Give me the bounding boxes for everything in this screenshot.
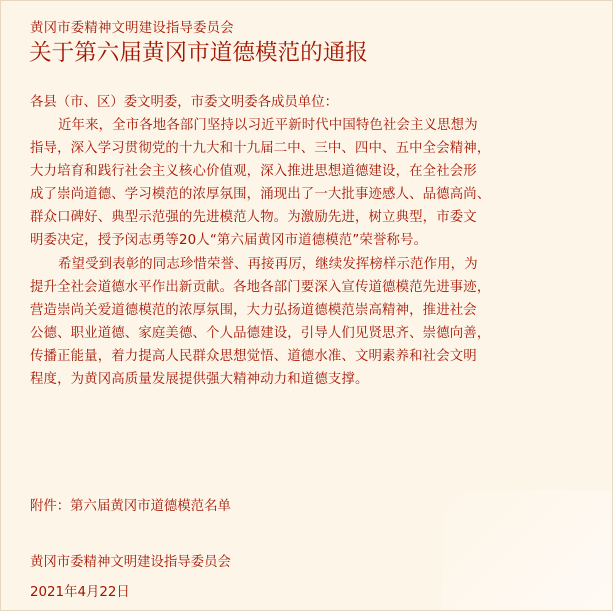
signature-organization: 黄冈市委精神文明建设指导委员会 [30,555,231,570]
body-line: 指导，深入学习贯彻党的十九大和十九届二中、三中、四中、五中全会精神， [30,141,491,157]
body-line: 提升全社会道德水平作出新贡献。各地各部门要深入宣传道德模范先进事迹， [30,279,491,295]
salutation: 各县（市、区）委文明委，市委文明委各成员单位： [30,95,338,110]
document-body [30,114,592,391]
body-line: 营造崇尚关爱道德模范的浓厚氛围，大力弘扬道德模范崇高精神，推进社会 [30,302,477,318]
issuer-header: 黄冈市委精神文明建设指导委员会 [30,21,234,36]
body-line: 近年来，全市各地各部门坚持以习近平新时代中国特色社会主义思想为 [58,118,478,133]
body-line: 成了崇尚道德、学习模范的浓厚氛围，涌现出了一大批事迹感人、品德高尚、 [30,187,491,203]
attachment-note: 附件：第六届黄冈市道德模范名单 [30,499,231,514]
body-line: 程度，为黄冈高质量发展提供强大精神动力和道德支撑。 [30,372,369,388]
signature-date: 2021年4月22日 [30,585,130,600]
body-line: 传播正能量，着力提高人民群众思想觉悟、道德水准、文明素养和社会文明 [30,348,477,364]
body-line: 希望受到表彰的同志珍惜荣誉、再接再厉，继续发挥榜样示范作用，为 [58,256,478,272]
paper-fade [442,490,612,610]
document-title: 关于第六届黄冈市道德模范的通报 [29,40,368,66]
body-line: 大力培育和践行社会主义核心价值观，深入推进思想道德建设，在全社会形 [30,164,477,180]
body-line: 群众口碑好、典型示范强的先进模范人物。为激励先进，树立典型，市委文 [30,210,477,226]
body-line: 明委决定，授予闵志勇等20人“第六届黄冈市道德模范”荣誉称号。 [30,233,428,249]
body-line: 公德、职业道德、家庭美德、个人品德建设，引导人们见贤思齐、崇德向善， [30,325,491,341]
